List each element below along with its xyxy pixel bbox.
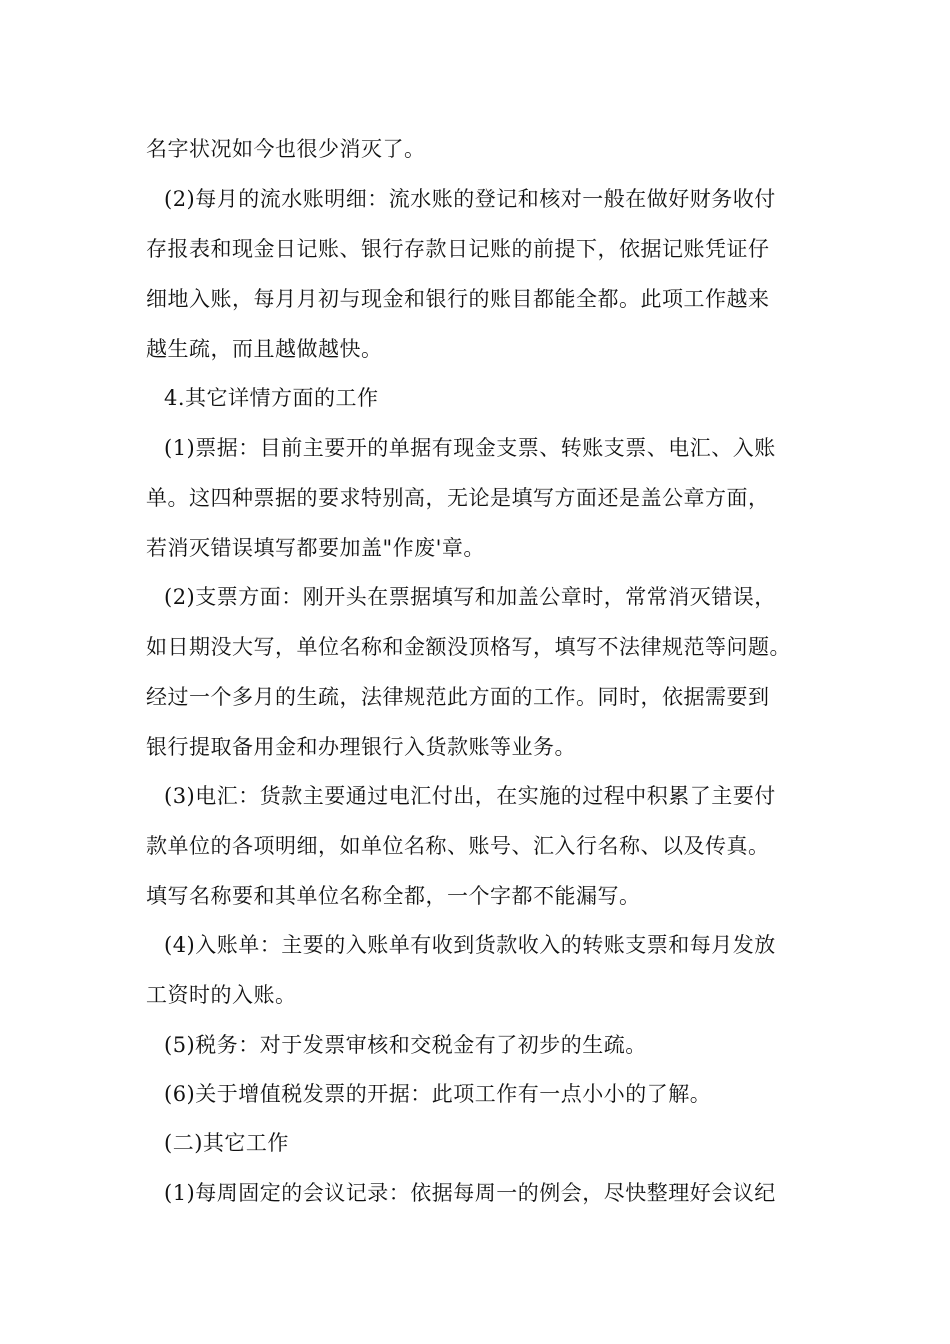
- section-heading: 4.其它详情方面的工作: [164, 386, 379, 410]
- text-line: 名字状况如今也很少消灭了。: [146, 137, 426, 161]
- text-line: 如日期没大写，单位名称和金额没顶格写，填写不法律规范等问题。: [146, 635, 791, 659]
- text-line: 细地入账，每月月初与现金和银行的账目都能全都。此项工作越来: [146, 287, 770, 311]
- text-line: 经过一个多月的生疏，法律规范此方面的工作。同时，依据需要到: [146, 685, 770, 709]
- text-line: (6)关于增值税发票的开据：此项工作有一点小小的了解。: [164, 1082, 712, 1106]
- text-line: (2)每月的流水账明细：流水账的登记和核对一般在做好财务收付: [164, 187, 776, 211]
- text-line: 存报表和现金日记账、银行存款日记账的前提下，依据记账凭证仔: [146, 237, 770, 261]
- section-heading: (二)其它工作: [164, 1131, 289, 1155]
- text-line: 越生疏，而且越做越快。: [146, 337, 383, 361]
- text-line: (1)票据：目前主要开的单据有现金支票、转账支票、电汇、入账: [164, 436, 776, 460]
- text-line: (5)税务：对于发票审核和交税金有了初步的生疏。: [164, 1033, 647, 1057]
- text-line: 填写名称要和其单位名称全都，一个字都不能漏写。: [146, 884, 641, 908]
- text-line: (1)每周固定的会议记录：依据每周一的例会，尽快整理好会议纪: [164, 1181, 776, 1205]
- text-line: 工资时的入账。: [146, 983, 297, 1007]
- text-line: (2)支票方面：刚开头在票据填写和加盖公章时，常常消灭错误，: [164, 585, 776, 609]
- text-line: 若消灭错误填写都要加盖"作废'章。: [146, 536, 485, 560]
- text-line: 单。这四种票据的要求特别高，无论是填写方面还是盖公章方面，: [146, 486, 770, 510]
- text-line: (3)电汇：货款主要通过电汇付出，在实施的过程中积累了主要付: [164, 784, 776, 808]
- text-line: 银行提取备用金和办理银行入货款账等业务。: [146, 735, 576, 759]
- text-line: 款单位的各项明细，如单位名称、账号、汇入行名称、以及传真。: [146, 834, 770, 858]
- text-line: (4)入账单：主要的入账单有收到货款收入的转账支票和每月发放: [164, 933, 776, 957]
